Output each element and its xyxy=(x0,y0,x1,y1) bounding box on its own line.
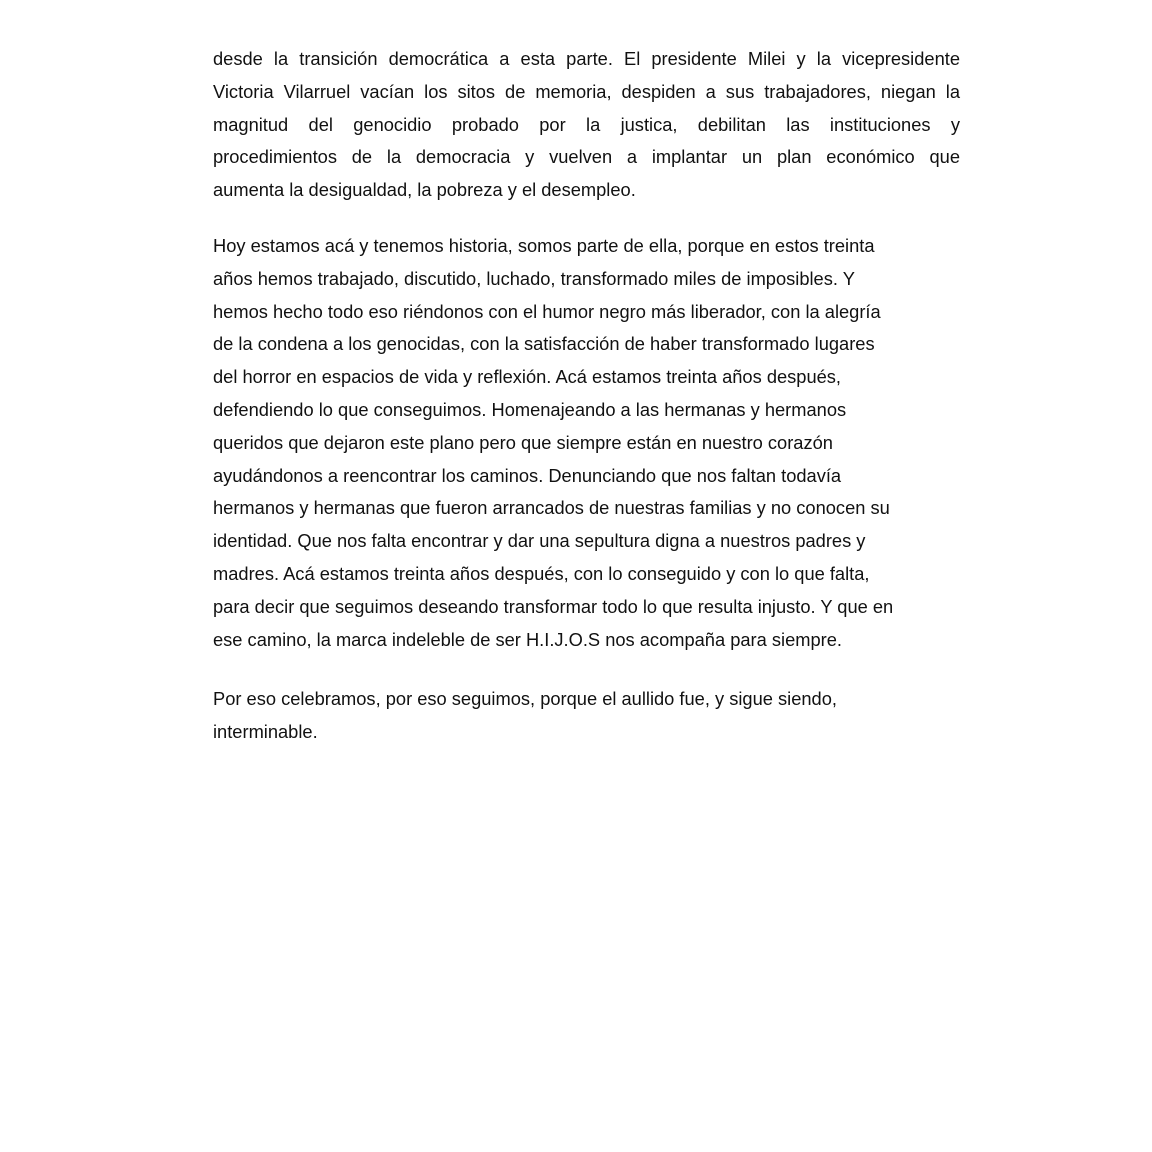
text-line: años hemos trabajado, discutido, luchado, transformado miles de imposibles. Y xyxy=(213,267,855,289)
text-line: magnitud del genocidio probado por la justica, debilitan las instituciones y xyxy=(213,113,960,135)
text-line: aumenta la desigualdad, la pobreza y el desempleo. xyxy=(213,179,636,201)
paragraph-3 xyxy=(213,683,960,749)
text-line: madres. Acá estamos treinta años después, con lo conseguido y con lo que falta, xyxy=(213,562,870,584)
text-line: Hoy estamos acá y tenemos historia, somos parte de ella, porque en estos treinta xyxy=(213,235,875,256)
text-line: desde la transición democrática a esta parte. El presidente Milei y la vicepresidente xyxy=(213,48,960,69)
text-line: queridos que dejaron este plano pero que siempre están en nuestro corazón xyxy=(213,431,833,453)
text-line: ayudándonos a reencontrar los caminos. Denunciando que nos faltan todavía xyxy=(213,464,842,486)
text-line: hermanos y hermanas que fueron arrancados de nuestras familias y no conocen su xyxy=(213,497,890,519)
text-line: del horror en espacios de vida y reflexión. Acá estamos treinta años después, xyxy=(213,366,842,388)
text-line: identidad. Que nos falta encontrar y dar una sepultura digna a nuestros padres y xyxy=(213,530,866,552)
text-line: ese camino, la marca indeleble de ser H.I.J.O.S nos acompaña para siempre. xyxy=(213,628,842,650)
text-line: para decir que seguimos deseando transformar todo lo que resulta injusto. Y que en xyxy=(213,595,894,617)
text-line: defendiendo lo que conseguimos. Homenajeando a las hermanas y hermanos xyxy=(213,398,847,420)
text-line: de la condena a los genocidas, con la satisfacción de haber transformado lugares xyxy=(213,333,875,355)
paragraph-1 xyxy=(213,43,960,207)
paragraph-2 xyxy=(213,230,960,656)
text-line: Por eso celebramos, por eso seguimos, porque el aullido fue, y sigue siendo, xyxy=(213,688,837,709)
text-line: hemos hecho todo eso riéndonos con el humor negro más liberador, con la alegría xyxy=(213,300,881,322)
text-line: procedimientos de la democracia y vuelven a implantar un plan económico que xyxy=(213,146,960,168)
text-line: interminable. xyxy=(213,720,318,742)
text-line: Victoria Vilarruel vacían los sitos de memoria, despiden a sus trabajadores, niegan la xyxy=(213,80,960,102)
